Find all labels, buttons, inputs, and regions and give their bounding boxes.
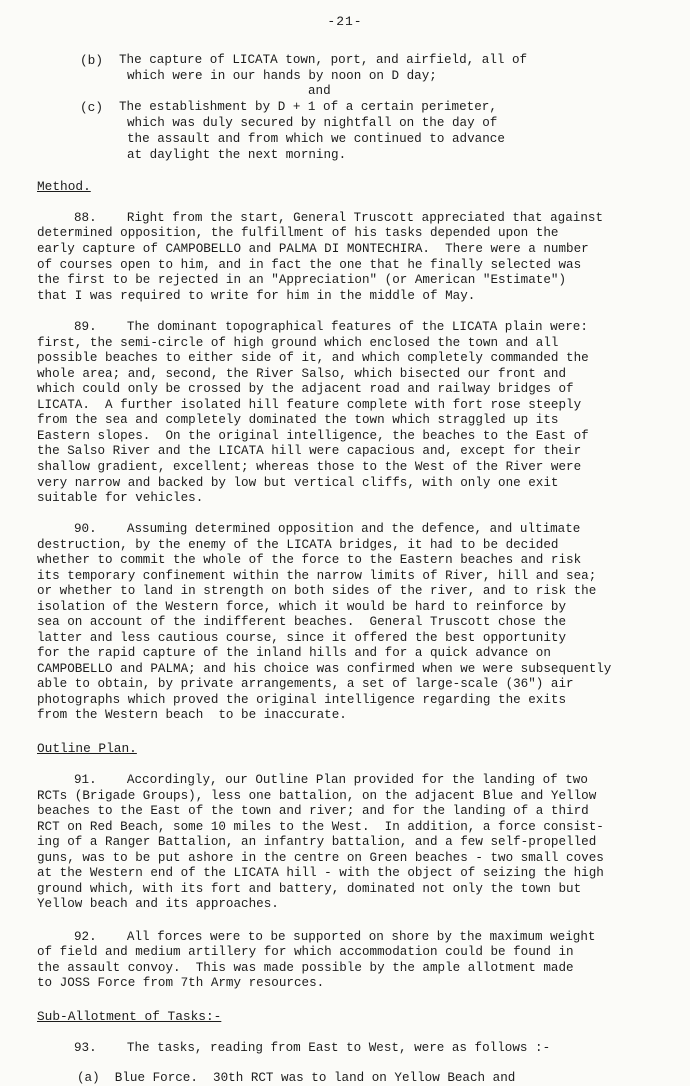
p92-line-3: the assault convoy. This was made possible by the ample allotment made <box>37 961 574 975</box>
item-c-line-3: the assault and from which we continued to advance <box>127 132 505 146</box>
p90-line-7: sea on account of the indifferent beaches. General Truscott chose the <box>37 615 567 629</box>
p91-line-8: ground which, with its fort and battery, dominated not only the town but <box>37 882 582 896</box>
p89-line-12: suitable for vehicles. <box>37 491 204 505</box>
p90-line-10: CAMPOBELLO and PALMA; and his choice was confirmed when we were subsequently <box>37 662 612 676</box>
item-c-mark: (c) <box>80 100 104 115</box>
p91-line-2: RCTs (Brigade Groups), less one battalion, on the adjacent Blue and Yellow <box>37 789 597 803</box>
p91-line-6: guns, was to be put ashore in the centre on Green beaches - two small coves <box>37 851 604 865</box>
p89-line-7: from the sea and completely dominated the town which straggled up its <box>37 413 559 427</box>
p89-line-6: LICATA. A further isolated hill feature complete with fort rose steeply <box>37 398 582 412</box>
item-c-line-1: The establishment by D + 1 of a certain perimeter, <box>119 100 497 114</box>
p93a-line-1: (a) Blue Force. 30th RCT was to land on Yellow Beach and <box>77 1071 516 1085</box>
p89-line-3: possible beaches to either side of it, and which completely commanded the <box>37 351 589 365</box>
heading-outline-plan: Outline Plan. <box>37 741 137 756</box>
p90-line-12: photographs which proved the original intelligence regarding the exits <box>37 693 567 707</box>
page-number: -21- <box>327 14 363 29</box>
p88-line-4: of courses open to him, and in fact the one that he finally selected was <box>37 258 582 272</box>
p89-line-10: shallow gradient, excellent; whereas those to the West of the River were <box>37 460 582 474</box>
p91-line-9: Yellow beach and its approaches. <box>37 897 279 911</box>
p91-line-4: RCT on Red Beach, some 10 miles to the West. In addition, a force consist- <box>37 820 604 834</box>
item-b-line-3: and <box>308 84 331 98</box>
item-c-line-2: which was duly secured by nightfall on the day of <box>127 116 498 130</box>
p88-line-1: 88. Right from the start, General Truscott appreciated that against <box>74 211 604 225</box>
p93-line-1: 93. The tasks, reading from East to West, were as follows :- <box>74 1041 551 1055</box>
item-b-line-1: The capture of LICATA town, port, and airfield, all of <box>119 53 528 67</box>
p90-line-11: able to obtain, by private arrangements, a set of large-scale (36") air <box>37 677 574 691</box>
p89-line-5: which could only be crossed by the adjacent road and railway bridges of <box>37 382 574 396</box>
item-b-line-2: which were in our hands by noon on D day; <box>127 69 437 83</box>
p91-line-5: ing of a Ranger Battalion, an infantry battalion, and a few self-propelled <box>37 835 597 849</box>
item-b-mark: (b) <box>80 53 104 68</box>
p89-line-2: first, the semi-circle of high ground which enclosed the town and all <box>37 336 559 350</box>
p90-line-4: its temporary confinement within the narrow limits of River, hill and sea; <box>37 569 597 583</box>
p89-line-9: the Salso River and the LICATA hill were capacious and, except for their <box>37 444 582 458</box>
p90-line-2: destruction, by the enemy of the LICATA bridges, it had to be decided <box>37 538 559 552</box>
p92-line-2: of field and medium artillery for which accommodation could be found in <box>37 945 574 959</box>
p89-line-8: Eastern slopes. On the original intelligence, the beaches to the East of <box>37 429 589 443</box>
item-c-line-4: at daylight the next morning. <box>127 148 347 162</box>
p90-line-1: 90. Assuming determined opposition and the defence, and ultimate <box>74 522 581 536</box>
p90-line-5: or whether to land in strength on both sides of the river, and to risk the <box>37 584 597 598</box>
p90-line-8: latter and less cautious course, since it offered the best opportunity <box>37 631 567 645</box>
heading-method: Method. <box>37 179 91 194</box>
p90-line-13: from the Western beach to be inaccurate. <box>37 708 347 722</box>
p89-line-1: 89. The dominant topographical features of the LICATA plain were: <box>74 320 588 334</box>
p88-line-6: that I was required to write for him in the middle of May. <box>37 289 476 303</box>
p89-line-11: very narrow and backed by low but vertical cliffs, with only one exit <box>37 476 559 490</box>
p88-line-2: determined opposition, the fulfillment of his tasks depended upon the <box>37 226 559 240</box>
p88-line-3: early capture of CAMPOBELLO and PALMA DI MONTECHIRA. There were a number <box>37 242 589 256</box>
p91-line-7: at the Western end of the LICATA hill - with the object of seizing the high <box>37 866 604 880</box>
p91-line-1: 91. Accordingly, our Outline Plan provided for the landing of two <box>74 773 588 787</box>
p92-line-4: to JOSS Force from 7th Army resources. <box>37 976 325 990</box>
p88-line-5: the first to be rejected in an "Appreciation" (or American "Estimate") <box>37 273 567 287</box>
p91-line-3: beaches to the East of the town and river; and for the landing of a third <box>37 804 589 818</box>
p90-line-3: whether to commit the whole of the force to the Eastern beaches and risk <box>37 553 582 567</box>
p90-line-9: for the rapid capture of the inland hills and for a quick advance on <box>37 646 551 660</box>
p90-line-6: isolation of the Western force, which it would be hard to reinforce by <box>37 600 567 614</box>
p92-line-1: 92. All forces were to be supported on shore by the maximum weight <box>74 930 596 944</box>
p89-line-4: whole area; and, second, the River Salso, which bisected our front and <box>37 367 567 381</box>
heading-sub-allotment: Sub-Allotment of Tasks:- <box>37 1009 222 1024</box>
